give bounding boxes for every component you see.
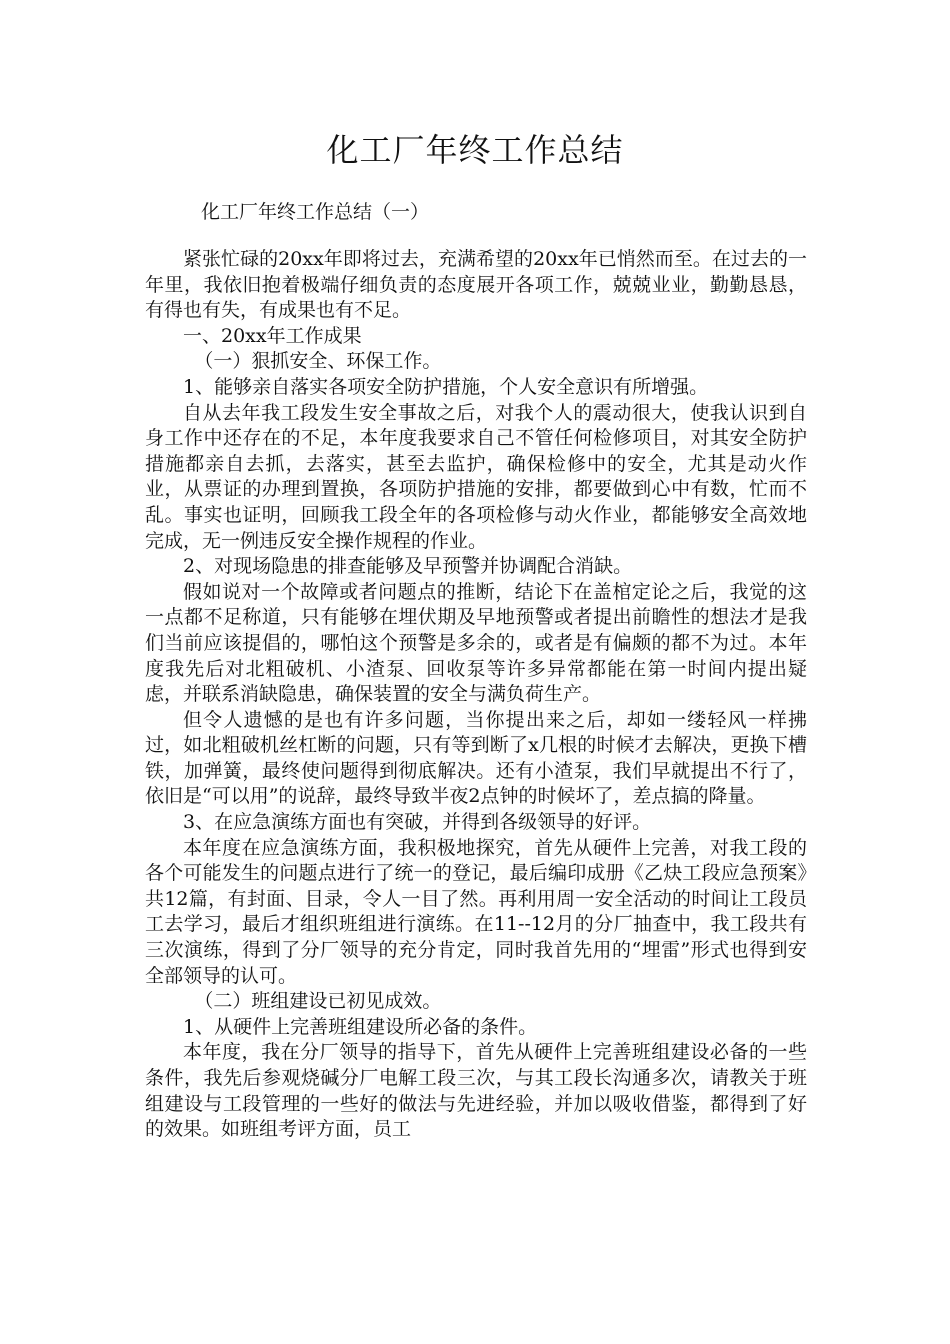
paragraph: 本年度，我在分厂领导的指导下，首先从硬件上完善班组建设必备的一些条件，我先后参观烧碱分厂电解工段三次，与其工段长沟通多次，请教关于班组建设与工段管理的一些好的做法与先进经验，并加以吸收借鉴，都得到了好的效果。如班组考评方面，员工	[145, 1041, 807, 1141]
document-subtitle: 化工厂年终工作总结（一）	[201, 201, 430, 223]
document-body	[145, 247, 807, 1143]
item-heading: 1、从硬件上完善班组建设所必备的条件。	[183, 1015, 538, 1038]
paragraph: 假如说对一个故障或者问题点的推断，结论下在盖棺定论之后，我觉的这一点都不足称道，只有能够在埋伏期及早地预警或者提出前瞻性的想法才是我们当前应该提倡的，哪怕这个预警是多余的，或者是有偏颇的都不为过。本年度我先后对北粗破机、小渣泵、回收泵等许多异常都能在第一时间内提出疑虑，并联系消缺隐患，确保装置的安全与满负荷生产。	[145, 580, 807, 706]
paragraph: 自从去年我工段发生安全事故之后，对我个人的震动很大，使我认识到自身工作中还存在的不足，本年度我要求自己不管任何检修项目，对其安全防护措施都亲自去抓，去落实，甚至去监护，确保检修中的安全，尤其是动火作业，从票证的办理到置换，各项防护措施的安排，都要做到心中有数，忙而不乱。事实也证明，回顾我工段全年的各项检修与动火作业，都能够安全高效地完成，无一例违反安全操作规程的作业。	[145, 401, 807, 552]
section-heading: 一、20xx年工作成果	[183, 324, 362, 347]
paragraph: 本年度在应急演练方面，我积极地探究，首先从硬件上完善，对我工段的各个可能发生的问题点进行了统一的登记，最后编印成册《乙炔工段应急预案》共12篇，有封面、目录，令人一目了然。再利用周一安全活动的时间让工段员工去学习，最后才组织班组进行演练。在11--12月的分厂抽查中，我工段共有三次演练，得到了分厂领导的充分肯定，同时我首先用的“埋雷”形式也得到安全部领导的认可。	[145, 836, 807, 987]
item-heading: 1、能够亲自落实各项安全防护措施，个人安全意识有所增强。	[183, 375, 709, 398]
item-heading: 2、对现场隐患的排查能够及早预警并协调配合消缺。	[183, 555, 633, 578]
paragraph-intro: 紧张忙碌的20xx年即将过去，充满希望的20xx年已悄然而至。在过去的一年里，我依旧抱着极端仔细负责的态度展开各项工作，兢兢业业，勤勤恳恳，有得也有失，有成果也有不足。	[145, 248, 807, 322]
subsection-heading: （一）狠抓安全、环保工作。	[194, 350, 442, 373]
document-title: 化工厂年终工作总结	[326, 131, 624, 169]
item-heading: 3、在应急演练方面也有突破，并得到各级领导的好评。	[183, 811, 652, 834]
subsection-heading: （二）班组建设已初见成效。	[194, 990, 442, 1013]
paragraph: 但令人遗憾的是也有许多问题，当你提出来之后，却如一缕轻风一样拂过，如北粗破机丝杠断的问题，只有等到断了x几根的时候才去解决，更换下槽铁，加弹簧，最终使问题得到彻底解决。还有小渣泵，我们早就提出不行了，依旧是“可以用”的说辞，最终导致半夜2点钟的时候坏了，差点搞的降量。	[145, 708, 807, 808]
